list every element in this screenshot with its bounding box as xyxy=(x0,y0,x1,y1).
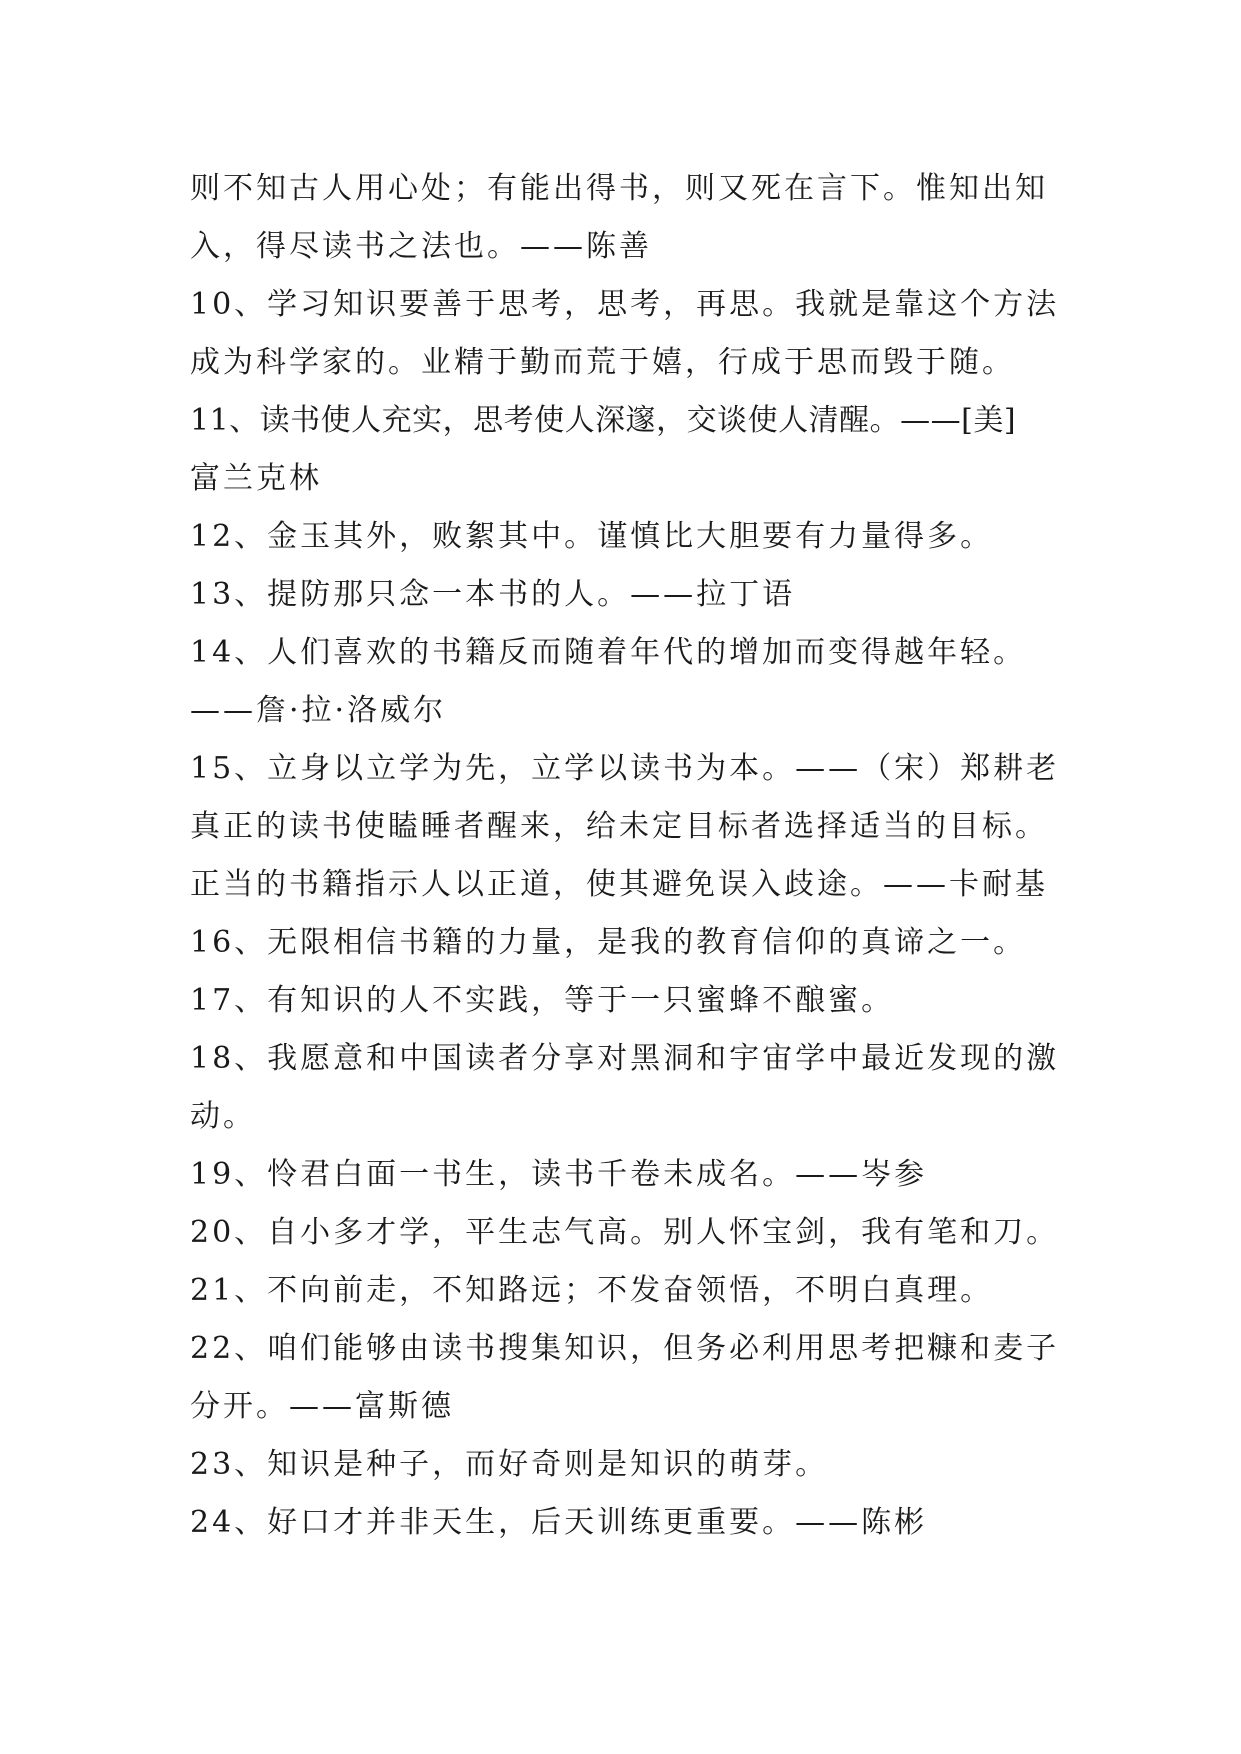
text-line: 21、不向前走，不知路远；不发奋领悟，不明白真理。 xyxy=(190,1273,994,1308)
text-line: 20、自小多才学，平生志气高。别人怀宝剑，我有笔和刀。 xyxy=(190,1215,1060,1250)
text-line: 入，得尽读书之法也。——陈善 xyxy=(190,229,652,264)
text-line: 14、人们喜欢的书籍反而随着年代的增加而变得越年轻。 xyxy=(190,635,1027,670)
text-line: 18、我愿意和中国读者分享对黑洞和宇宙学中最近发现的激 xyxy=(190,1041,1060,1076)
text-line: 则不知古人用心处；有能出得书，则又死在言下。惟知出知 xyxy=(190,171,1048,206)
text-line: 16、无限相信书籍的力量，是我的教育信仰的真谛之一。 xyxy=(190,925,1027,960)
text-line: 24、好口才并非天生，后天训练更重要。——陈彬 xyxy=(190,1505,928,1540)
text-line: 23、知识是种子，而好奇则是知识的萌芽。 xyxy=(190,1447,829,1482)
text-line: 13、提防那只念一本书的人。——拉丁语 xyxy=(190,577,796,612)
text-line: 12、金玉其外，败絮其中。谨慎比大胆要有力量得多。 xyxy=(190,519,994,554)
text-line: 19、怜君白面一书生，读书千卷未成名。——岑参 xyxy=(190,1157,928,1192)
text-line: 17、有知识的人不实践，等于一只蜜蜂不酿蜜。 xyxy=(190,983,895,1018)
text-line: 动。 xyxy=(190,1099,256,1134)
text-line: 成为科学家的。业精于勤而荒于嬉，行成于思而毁于随。 xyxy=(190,345,1015,380)
text-line: 22、咱们能够由读书搜集知识，但务必利用思考把糠和麦子 xyxy=(190,1331,1060,1366)
text-line: 15、立身以立学为先，立学以读书为本。——（宋）郑耕老 xyxy=(190,751,1060,786)
text-line: 富兰克林 xyxy=(190,461,322,496)
text-line: 11、读书使人充实，思考使人深邃，交谈使人清醒。——[美] xyxy=(190,403,1017,438)
text-line: 分开。——富斯德 xyxy=(190,1389,454,1424)
text-line: 正当的书籍指示人以正道，使其避免误入歧途。——卡耐基 xyxy=(190,867,1048,902)
text-line: ——詹·拉·洛威尔 xyxy=(190,693,447,728)
text-line: 10、学习知识要善于思考，思考，再思。我就是靠这个方法 xyxy=(190,287,1060,322)
text-line: 真正的读书使瞌睡者醒来，给未定目标者选择适当的目标。 xyxy=(190,809,1048,844)
document-body xyxy=(190,160,1070,1552)
